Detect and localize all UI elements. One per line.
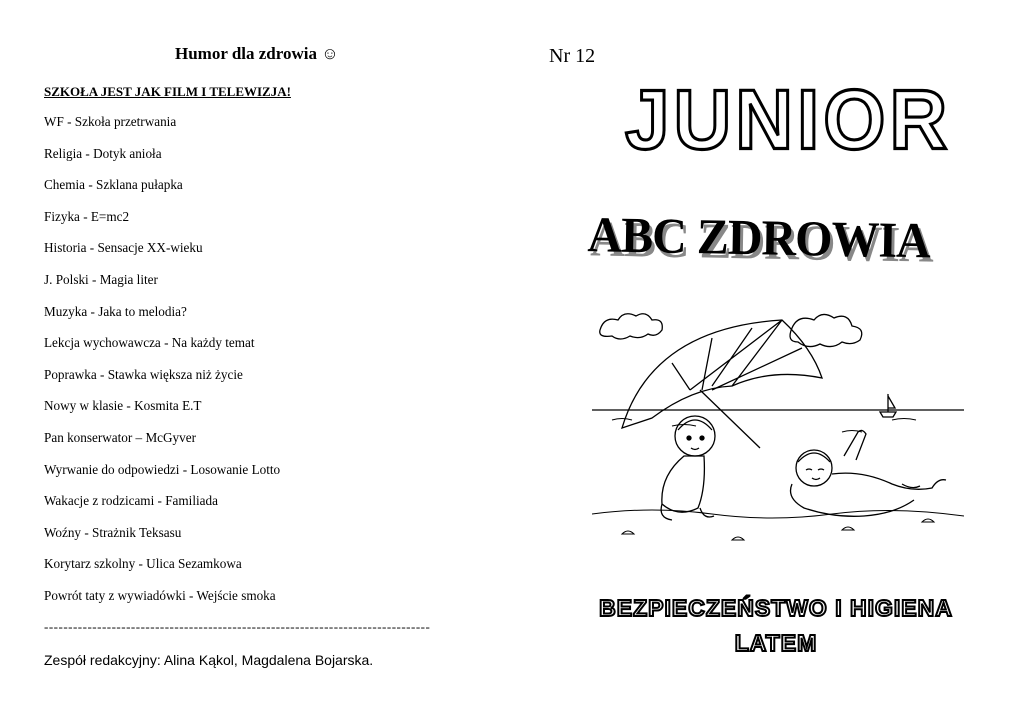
sailboat-icon bbox=[880, 394, 896, 417]
separator-line: -------------------------------------------------------------------------------- bbox=[44, 619, 431, 634]
list-item: Lekcja wychowawcza - Na każdy temat bbox=[44, 335, 255, 351]
list-item: Fizyka - E=mc2 bbox=[44, 208, 130, 224]
list-item: Chemia - Szklana pułapka bbox=[44, 177, 183, 193]
masthead-title: JUNIOR bbox=[625, 73, 952, 167]
beach-illustration bbox=[592, 308, 964, 552]
footer-title-line-1: BEZPIECZEŃSTWO I HIGIENA bbox=[599, 595, 953, 621]
list-item: Historia - Sensacje XX-wieku bbox=[44, 240, 203, 256]
list-item: Wyrwanie do odpowiedzi - Losowanie Lotto bbox=[44, 461, 281, 477]
footer-title-line-2: LATEM bbox=[734, 630, 818, 656]
issue-number: Nr 12 bbox=[549, 45, 596, 67]
list-item: Korytarz szkolny - Ulica Sezamkowa bbox=[44, 556, 242, 572]
list-item: WF - Szkoła przetrwania bbox=[44, 114, 177, 129]
list-item: Woźny - Strażnik Teksasu bbox=[44, 524, 182, 540]
list-item: J. Polski - Magia liter bbox=[44, 271, 158, 287]
list-item: Powrót taty z wywiadówki - Wejście smoka bbox=[44, 587, 276, 603]
list-item: Muzyka - Jaka to melodia? bbox=[44, 303, 187, 319]
humor-title bbox=[175, 44, 339, 64]
cloud-icon bbox=[600, 314, 663, 339]
editorial-team: Zespół redakcyjny: Alina Kąkol, Magdalena Bojarska. bbox=[44, 652, 374, 668]
jokes-subtitle: SZKOŁA JEST JAK FILM I TELEWIZJA! bbox=[44, 84, 291, 99]
section-heading: ABC ZDROWIA bbox=[587, 207, 931, 269]
humor-title-text: Humor dla zdrowia bbox=[175, 44, 317, 63]
list-item: Religia - Dotyk anioła bbox=[44, 145, 162, 161]
list-item: Nowy w klasie - Kosmita E.T bbox=[44, 398, 202, 414]
list-item: Poprawka - Stawka większa niż życie bbox=[44, 366, 243, 382]
right-page bbox=[512, 0, 1024, 725]
smiley-icon: ☺ bbox=[321, 44, 339, 63]
list-item: Wakacje z rodzicami - Familiada bbox=[44, 493, 218, 509]
list-item: Pan konserwator – McGyver bbox=[44, 429, 196, 445]
cloud-icon bbox=[790, 314, 862, 346]
jokes-list bbox=[44, 113, 280, 619]
